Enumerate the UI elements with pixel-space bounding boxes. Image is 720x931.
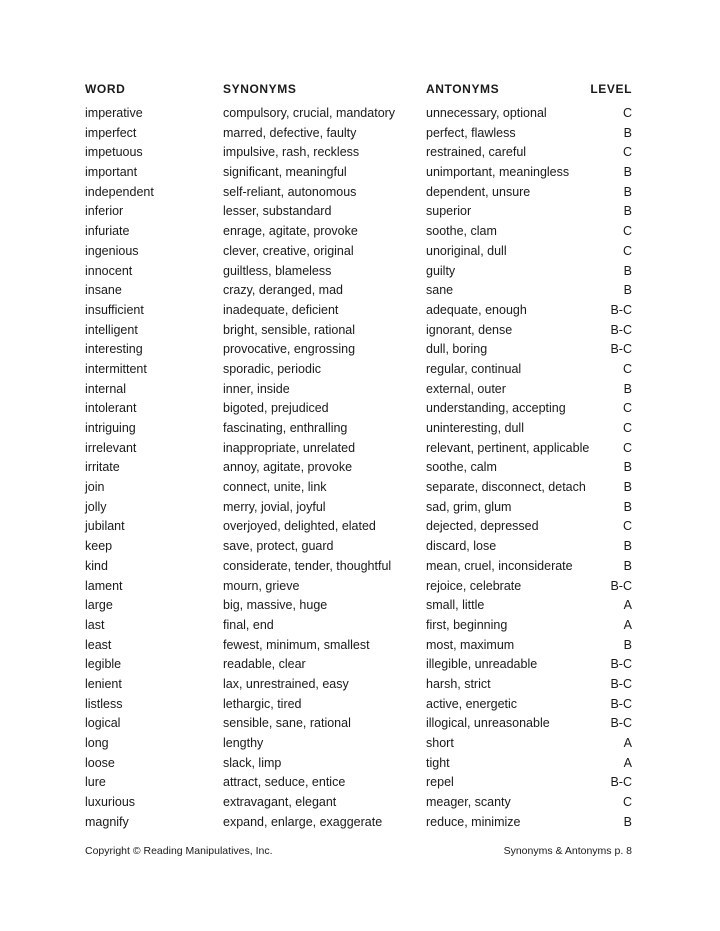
cell-word: internal bbox=[85, 381, 126, 396]
cell-synonyms: slack, limp bbox=[223, 755, 282, 770]
cell-synonyms: attract, seduce, entice bbox=[223, 775, 346, 790]
cell-synonyms: final, end bbox=[223, 617, 274, 632]
copyright-text: Copyright © Reading Manipulatives, Inc. bbox=[85, 845, 273, 857]
table-row bbox=[0, 695, 720, 715]
cell-word: jubilant bbox=[85, 519, 125, 534]
table-row bbox=[0, 104, 720, 124]
cell-synonyms: self-reliant, autonomous bbox=[223, 184, 357, 199]
cell-synonyms: big, massive, huge bbox=[223, 598, 328, 613]
cell-antonyms: adequate, enough bbox=[426, 302, 527, 317]
cell-level: B-C bbox=[610, 322, 632, 337]
cell-synonyms: provocative, engrossing bbox=[223, 342, 356, 357]
cell-word: insane bbox=[85, 283, 122, 298]
cell-level: C bbox=[622, 401, 632, 416]
table-row bbox=[0, 655, 720, 675]
cell-antonyms: unnecessary, optional bbox=[426, 106, 547, 120]
table-row bbox=[0, 202, 720, 222]
cell-antonyms: ignorant, dense bbox=[426, 322, 513, 337]
cell-antonyms: sane bbox=[426, 283, 454, 298]
cell-word: loose bbox=[85, 755, 115, 770]
cell-antonyms: rejoice, celebrate bbox=[426, 578, 522, 593]
cell-level: B-C bbox=[610, 676, 632, 691]
cell-level: C bbox=[622, 106, 632, 120]
cell-synonyms: marred, defective, faulty bbox=[223, 125, 357, 140]
cell-level: C bbox=[622, 421, 632, 435]
cell-antonyms: unimportant, meaningless bbox=[426, 165, 570, 180]
cell-level: B-C bbox=[610, 657, 632, 672]
cell-level: B-C bbox=[610, 342, 632, 357]
header-level: LEVEL bbox=[590, 82, 632, 96]
cell-antonyms: short bbox=[426, 736, 454, 750]
cell-level: C bbox=[622, 519, 632, 534]
cell-level: C bbox=[622, 361, 632, 376]
cell-antonyms: separate, disconnect, detach bbox=[426, 480, 586, 495]
table-row bbox=[0, 124, 720, 144]
cell-level: C bbox=[622, 795, 632, 810]
header-antonyms: ANTONYMS bbox=[426, 82, 500, 96]
cell-level: B-C bbox=[610, 578, 632, 593]
cell-level: B bbox=[623, 283, 632, 298]
table-row bbox=[0, 281, 720, 301]
cell-word: impetuous bbox=[85, 145, 143, 160]
cell-antonyms: uninteresting, dull bbox=[426, 421, 524, 435]
cell-word: magnify bbox=[85, 814, 129, 829]
cell-word: irritate bbox=[85, 460, 120, 475]
cell-antonyms: active, energetic bbox=[426, 696, 518, 711]
cell-synonyms: sporadic, periodic bbox=[223, 361, 321, 376]
table-row bbox=[0, 222, 720, 242]
table-row bbox=[0, 517, 720, 537]
cell-antonyms: tight bbox=[426, 755, 450, 770]
table-row bbox=[0, 537, 720, 557]
cell-synonyms: merry, jovial, joyful bbox=[223, 499, 326, 514]
table-row bbox=[0, 163, 720, 183]
cell-antonyms: understanding, accepting bbox=[426, 401, 566, 416]
table-row bbox=[0, 360, 720, 380]
cell-word: kind bbox=[85, 558, 108, 573]
cell-word: irrelevant bbox=[85, 440, 137, 455]
table-row bbox=[0, 793, 720, 813]
table-row bbox=[0, 714, 720, 734]
table-row bbox=[0, 557, 720, 577]
cell-word: logical bbox=[85, 716, 121, 731]
cell-synonyms: bright, sensible, rational bbox=[223, 322, 356, 337]
page-label: Synonyms & Antonyms p. 8 bbox=[503, 845, 632, 857]
cell-level: B bbox=[623, 637, 632, 652]
cell-antonyms: discard, lose bbox=[426, 539, 497, 554]
cell-antonyms: superior bbox=[426, 204, 472, 219]
cell-level: B bbox=[623, 460, 632, 475]
cell-antonyms: harsh, strict bbox=[426, 676, 491, 691]
table-row bbox=[0, 380, 720, 400]
cell-level: C bbox=[622, 145, 632, 160]
table-row bbox=[0, 399, 720, 419]
table-row bbox=[0, 478, 720, 498]
cell-level: A bbox=[623, 617, 632, 632]
table-row bbox=[0, 321, 720, 341]
cell-level: C bbox=[622, 224, 632, 239]
table-row bbox=[0, 577, 720, 597]
cell-word: large bbox=[85, 598, 113, 613]
cell-level: B bbox=[623, 263, 632, 278]
cell-word: innocent bbox=[85, 263, 133, 278]
table-row bbox=[0, 439, 720, 459]
cell-synonyms: considerate, tender, thoughtful bbox=[223, 558, 392, 573]
cell-word: imperative bbox=[85, 106, 143, 120]
cell-word: interesting bbox=[85, 342, 143, 357]
table-header bbox=[0, 82, 720, 100]
cell-antonyms: reduce, minimize bbox=[426, 814, 521, 829]
cell-synonyms: extravagant, elegant bbox=[223, 795, 337, 810]
cell-synonyms: lax, unrestrained, easy bbox=[223, 676, 349, 691]
cell-level: B bbox=[623, 165, 632, 180]
cell-synonyms: compulsory, crucial, mandatory bbox=[223, 106, 396, 120]
cell-antonyms: dejected, depressed bbox=[426, 519, 539, 534]
table-body bbox=[0, 104, 720, 832]
cell-synonyms: inappropriate, unrelated bbox=[223, 440, 356, 455]
cell-word: lament bbox=[85, 578, 123, 593]
cell-antonyms: meager, scanty bbox=[426, 795, 511, 810]
cell-antonyms: unoriginal, dull bbox=[426, 243, 507, 258]
cell-word: important bbox=[85, 165, 138, 180]
cell-synonyms: inner, inside bbox=[223, 381, 290, 396]
cell-synonyms: fascinating, enthralling bbox=[223, 421, 348, 435]
table-row bbox=[0, 242, 720, 262]
cell-synonyms: readable, clear bbox=[223, 657, 306, 672]
cell-level: A bbox=[623, 736, 632, 750]
cell-antonyms: illegible, unreadable bbox=[426, 657, 538, 672]
cell-level: B bbox=[623, 480, 632, 495]
table-row bbox=[0, 636, 720, 656]
cell-level: B bbox=[623, 558, 632, 573]
cell-synonyms: crazy, deranged, mad bbox=[223, 283, 343, 298]
cell-word: independent bbox=[85, 184, 154, 199]
header-word: WORD bbox=[85, 82, 126, 96]
cell-antonyms: regular, continual bbox=[426, 361, 522, 376]
table-row bbox=[0, 340, 720, 360]
cell-level: A bbox=[623, 598, 632, 613]
cell-level: A bbox=[623, 755, 632, 770]
cell-synonyms: expand, enlarge, exaggerate bbox=[223, 814, 383, 829]
cell-antonyms: restrained, careful bbox=[426, 145, 527, 160]
table-row bbox=[0, 458, 720, 478]
table-row bbox=[0, 301, 720, 321]
cell-level: B-C bbox=[610, 302, 632, 317]
cell-antonyms: most, maximum bbox=[426, 637, 515, 652]
table-row bbox=[0, 262, 720, 282]
cell-word: insufficient bbox=[85, 302, 144, 317]
table-row bbox=[0, 675, 720, 695]
cell-word: luxurious bbox=[85, 795, 136, 810]
page-footer bbox=[0, 845, 720, 861]
cell-word: join bbox=[85, 480, 105, 495]
cell-synonyms: impulsive, rash, reckless bbox=[223, 145, 360, 160]
header-synonyms: SYNONYMS bbox=[223, 82, 297, 96]
table-row bbox=[0, 596, 720, 616]
table-row bbox=[0, 498, 720, 518]
cell-antonyms: dependent, unsure bbox=[426, 184, 531, 199]
cell-synonyms: sensible, sane, rational bbox=[223, 716, 351, 731]
cell-word: intriguing bbox=[85, 421, 136, 435]
cell-word: intelligent bbox=[85, 322, 138, 337]
cell-antonyms: repel bbox=[426, 775, 454, 790]
cell-word: legible bbox=[85, 657, 122, 672]
table-row bbox=[0, 813, 720, 833]
cell-word: inferior bbox=[85, 204, 124, 219]
cell-word: intolerant bbox=[85, 401, 137, 416]
cell-level: C bbox=[622, 243, 632, 258]
cell-synonyms: fewest, minimum, smallest bbox=[223, 637, 370, 652]
cell-level: B bbox=[623, 539, 632, 554]
cell-antonyms: dull, boring bbox=[426, 342, 488, 357]
cell-level: B bbox=[623, 499, 632, 514]
cell-level: B bbox=[623, 814, 632, 829]
cell-synonyms: bigoted, prejudiced bbox=[223, 401, 329, 416]
cell-synonyms: enrage, agitate, provoke bbox=[223, 224, 358, 239]
cell-level: B-C bbox=[610, 716, 632, 731]
cell-antonyms: soothe, clam bbox=[426, 224, 497, 239]
cell-synonyms: overjoyed, delighted, elated bbox=[223, 519, 376, 534]
cell-word: ingenious bbox=[85, 243, 139, 258]
cell-word: jolly bbox=[85, 499, 107, 514]
cell-synonyms: annoy, agitate, provoke bbox=[223, 460, 353, 475]
table-row bbox=[0, 773, 720, 793]
cell-word: least bbox=[85, 637, 112, 652]
cell-antonyms: soothe, calm bbox=[426, 460, 497, 475]
cell-word: long bbox=[85, 736, 109, 750]
cell-synonyms: lengthy bbox=[223, 736, 264, 750]
table-row bbox=[0, 143, 720, 163]
cell-word: intermittent bbox=[85, 361, 147, 376]
cell-level: B bbox=[623, 184, 632, 199]
cell-level: B-C bbox=[610, 775, 632, 790]
cell-word: listless bbox=[85, 696, 123, 711]
cell-synonyms: connect, unite, link bbox=[223, 480, 327, 495]
cell-antonyms: illogical, unreasonable bbox=[426, 716, 550, 731]
table-row bbox=[0, 419, 720, 439]
cell-antonyms: relevant, pertinent, applicable bbox=[426, 440, 590, 455]
cell-synonyms: clever, creative, original bbox=[223, 243, 354, 258]
cell-level: C bbox=[622, 440, 632, 455]
table-row bbox=[0, 183, 720, 203]
cell-antonyms: perfect, flawless bbox=[426, 125, 516, 140]
cell-antonyms: sad, grim, glum bbox=[426, 499, 512, 514]
cell-synonyms: inadequate, deficient bbox=[223, 302, 339, 317]
cell-word: infuriate bbox=[85, 224, 130, 239]
cell-synonyms: mourn, grieve bbox=[223, 578, 300, 593]
cell-antonyms: small, little bbox=[426, 598, 485, 613]
cell-antonyms: mean, cruel, inconsiderate bbox=[426, 558, 573, 573]
cell-synonyms: guiltless, blameless bbox=[223, 263, 332, 278]
cell-antonyms: guilty bbox=[426, 263, 456, 278]
cell-word: lure bbox=[85, 775, 106, 790]
cell-level: B bbox=[623, 204, 632, 219]
cell-antonyms: first, beginning bbox=[426, 617, 508, 632]
table-row bbox=[0, 734, 720, 754]
cell-word: keep bbox=[85, 539, 113, 554]
cell-synonyms: lesser, substandard bbox=[223, 204, 332, 219]
cell-word: lenient bbox=[85, 676, 122, 691]
cell-word: last bbox=[85, 617, 105, 632]
cell-level: B bbox=[623, 381, 632, 396]
cell-synonyms: save, protect, guard bbox=[223, 539, 334, 554]
cell-level: B bbox=[623, 125, 632, 140]
cell-level: B-C bbox=[610, 696, 632, 711]
cell-antonyms: external, outer bbox=[426, 381, 506, 396]
table-row bbox=[0, 616, 720, 636]
cell-word: imperfect bbox=[85, 125, 137, 140]
cell-synonyms: significant, meaningful bbox=[223, 165, 347, 180]
cell-synonyms: lethargic, tired bbox=[223, 696, 302, 711]
table-row bbox=[0, 754, 720, 774]
